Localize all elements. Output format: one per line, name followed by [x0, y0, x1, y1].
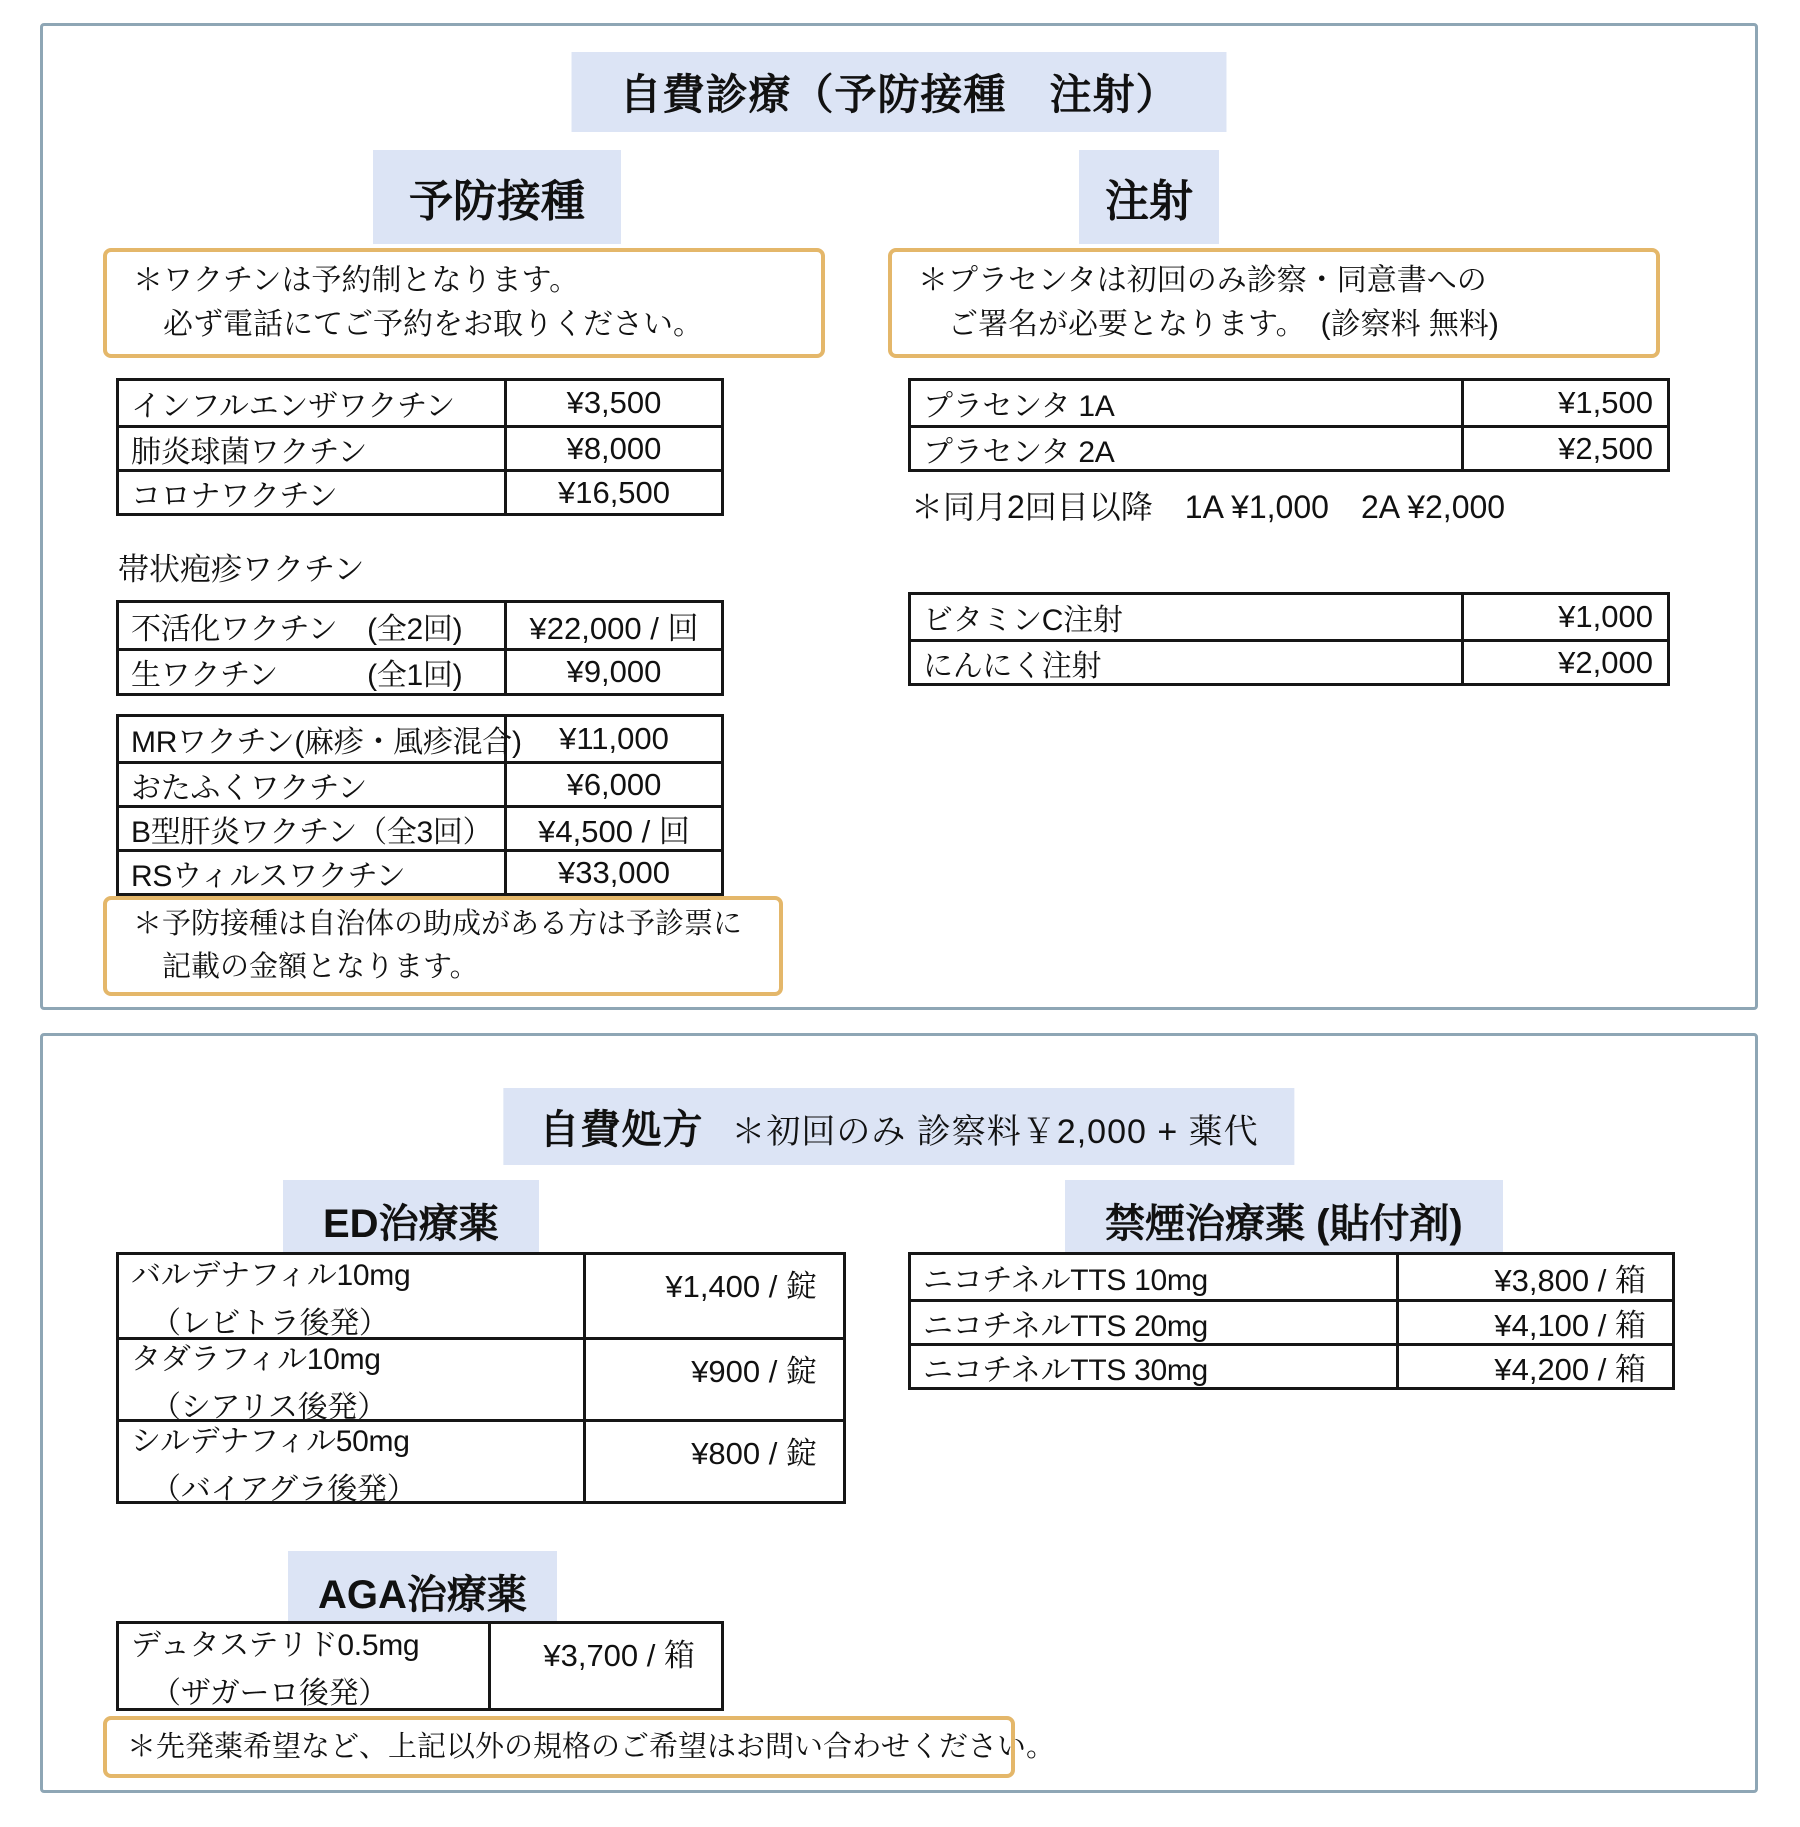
item-name: コロナワクチン [119, 472, 507, 513]
item-price: ¥1,500 [1558, 385, 1653, 420]
table-row [119, 648, 721, 693]
item-price: ¥16,500 [557, 474, 671, 510]
table-row [911, 425, 1667, 469]
placenta-price-table [908, 378, 1670, 472]
item-name: ニコチネルTTS 10mg [911, 1255, 1399, 1299]
aga-price-table [116, 1621, 724, 1711]
item-price: ¥4,500 / 回 [538, 814, 690, 849]
smoking-header: 禁煙治療薬 (貼付剤) [1065, 1180, 1503, 1261]
item-name: プラセンタ 2A [911, 428, 1464, 469]
item-price: ¥1,000 [1558, 599, 1653, 634]
item-name: B型肝炎ワクチン（全3回） [119, 808, 507, 849]
item-subname: （バイアグラ後発） [151, 1472, 417, 1506]
item-price: ¥900 / 錠 [691, 1354, 817, 1389]
vaccine-reservation-note [103, 248, 825, 358]
table-row [119, 381, 721, 425]
item-subname: （レビトラ後発） [151, 1307, 389, 1340]
note-line: ご署名が必要となります。 (診察料 無料) [948, 308, 1499, 341]
item-name: バルデナフィル10mg [131, 1259, 411, 1292]
table-row [911, 1299, 1672, 1343]
item-name: デュタステリド0.5mg [131, 1629, 420, 1662]
table-row [119, 805, 721, 849]
item-name: シルデナフィル50mg [131, 1424, 410, 1458]
item-name: プラセンタ 1A [911, 381, 1464, 425]
item-price: ¥2,500 [1558, 430, 1653, 466]
table-row [911, 595, 1667, 639]
placenta-repeat-note: ＊同月2回目以降 1A ¥1,000 2A ¥2,000 [911, 489, 1506, 525]
aga-header: AGA治療薬 [288, 1551, 557, 1632]
item-price: ¥8,000 [566, 430, 662, 466]
self-pay-treatment-panel [40, 23, 1758, 1010]
panel2-title-note: ＊初回のみ 診察料￥2,000 + 薬代 [731, 1113, 1259, 1151]
item-name: 生ワクチン (全1回) [119, 651, 507, 693]
table-row [119, 1337, 843, 1424]
item-price: ¥3,700 / 箱 [543, 1638, 695, 1673]
table-row [911, 381, 1667, 425]
table-row [119, 469, 721, 513]
table-row [119, 761, 721, 805]
table-row [119, 1255, 843, 1340]
note-line: 記載の金額となります。 [162, 951, 479, 983]
table-row [119, 1419, 843, 1506]
note-line: ＊ワクチンは予約制となります。 [133, 263, 580, 297]
table-row [911, 1343, 1672, 1387]
vaccine-price-table [116, 378, 724, 516]
table-row [119, 849, 721, 893]
table-row [119, 425, 721, 469]
ed-price-table [116, 1252, 846, 1504]
item-price: ¥3,500 [566, 385, 662, 420]
note-line: ＊予防接種は自治体の助成がある方は予診票に [133, 908, 743, 941]
ed-header: ED治療薬 [283, 1180, 539, 1261]
other-vaccines-table [116, 714, 724, 896]
item-price: ¥2,000 [1558, 644, 1653, 680]
item-name: ビタミンC注射 [911, 595, 1464, 639]
item-price: ¥33,000 [557, 854, 671, 890]
item-name: おたふくワクチン [119, 764, 507, 805]
placenta-consent-note [888, 248, 1660, 358]
vaccination-header: 予防接種 [373, 150, 621, 244]
item-subname: （ザガーロ後発） [151, 1677, 388, 1710]
item-name: にんにく注射 [911, 642, 1464, 683]
item-name: RSウィルスワクチン [119, 852, 507, 893]
item-name: 肺炎球菌ワクチン [119, 428, 507, 469]
item-name: タダラフィル10mg [131, 1342, 381, 1376]
item-name: 不活化ワクチン (全2回) [119, 603, 507, 648]
table-row [911, 639, 1667, 683]
item-price: ¥4,100 / 箱 [1494, 1308, 1646, 1343]
note-line: ＊先発薬希望など、上記以外の規格のご希望はお問い合わせください。 [127, 1730, 1056, 1763]
item-price: ¥4,200 / 箱 [1494, 1352, 1646, 1387]
note-line: 必ず電話にてご予約をお取りください。 [163, 308, 703, 341]
vitamin-injection-table [908, 592, 1670, 686]
item-price: ¥22,000 / 回 [529, 611, 699, 646]
table-row [119, 717, 721, 761]
note-line: ＊プラセンタは初回のみ診察・同意書への [918, 263, 1487, 297]
item-price: ¥3,800 / 箱 [1494, 1262, 1646, 1298]
item-price: ¥9,000 [566, 654, 662, 689]
smoking-price-table [908, 1252, 1675, 1390]
injection-header: 注射 [1079, 150, 1219, 244]
item-name: ニコチネルTTS 20mg [911, 1302, 1399, 1343]
panel1-title: 自費診療（予防接種 注射） [571, 52, 1226, 132]
shingles-price-table [116, 600, 724, 696]
table-row [119, 1624, 721, 1708]
self-pay-prescription-panel [40, 1033, 1758, 1793]
table-row [119, 603, 721, 648]
item-price: ¥6,000 [566, 766, 662, 802]
shingles-vaccine-label: 帯状疱疹ワクチン [118, 552, 365, 587]
item-name: インフルエンザワクチン [119, 381, 507, 425]
item-name: MRワクチン(麻疹・風疹混合) [119, 717, 507, 761]
panel2-title-main: 自費処方 [539, 1108, 704, 1152]
item-name: ニコチネルTTS 30mg [911, 1346, 1399, 1387]
brand-drug-footnote [103, 1716, 1056, 1778]
item-subname: （シアリス後発） [151, 1390, 387, 1424]
item-price: ¥1,400 / 錠 [665, 1269, 817, 1304]
item-price: ¥11,000 [559, 721, 669, 756]
table-row [911, 1255, 1672, 1299]
item-price: ¥800 / 錠 [691, 1436, 817, 1471]
subsidy-note [103, 896, 783, 996]
panel2-title [503, 1088, 1294, 1165]
